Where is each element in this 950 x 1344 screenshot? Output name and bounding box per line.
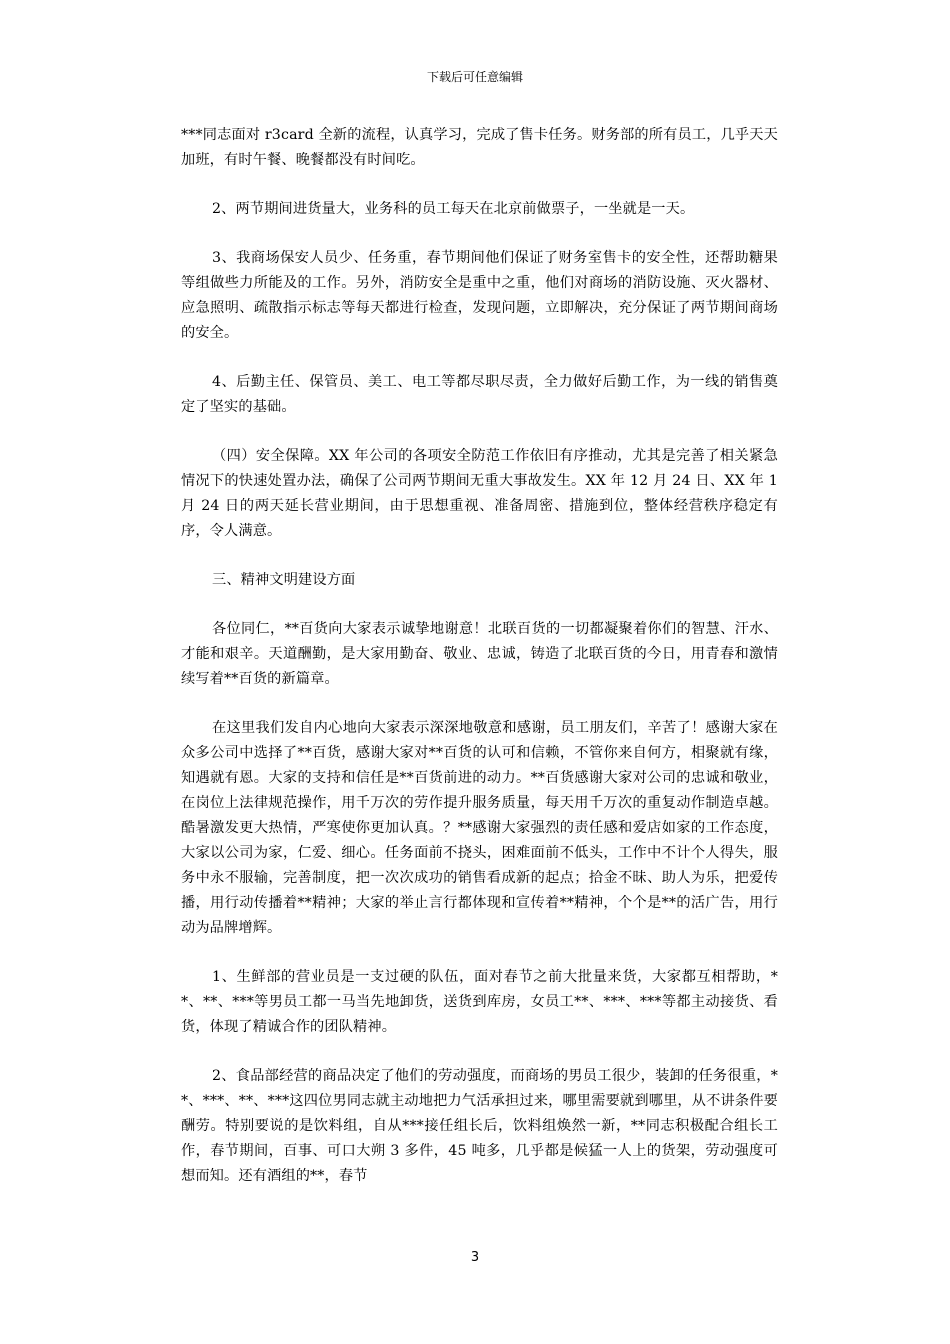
page-number: 3 xyxy=(470,1250,480,1265)
paragraph-logistics: 4、后勤主任、保管员、美工、电工等都尽职尽责，全力做好后勤工作，为一线的销售奠定了坚实的基础。 xyxy=(181,374,778,415)
paragraph-business-dept: 2、两节期间进货量大，业务科的员工每天在北京前做票子，一坐就是一天。 xyxy=(212,201,695,217)
paragraph-gratitude: 在这里我们发自内心地向大家表示深深地敬意和感谢，员工朋友们，辛苦了！感谢大家在众多公司中选择了**百货，感谢大家对**百货的认可和信赖，不管你来自何方，相聚就有缘，知遇就有恩。大家的支持和信任是**百货前进的动力。**百货感谢大家对公司的忠诚和敬业，在岗位上法律规范操作，用千万次的劳作提升服务质量，每天用千万次的重复动作制造卓越。酷暑激发更大热情，严寒使你更加认真。？**感谢大家强烈的责任感和爱店如家的工作态度，大家以公司为家，仁爱、细心。任务面前不挠头，困难面前不低头，工作中不计个人得失，服务中永不服输，完善制度，把一次次成功的销售看成新的起点；拾金不昧、助人为乐，把爱传播，用行动传播着**精神；大家的举止言行都体现和宣传着**精神，个个是**的活广告，用行动为品牌增辉。 xyxy=(181,720,778,936)
paragraph-food-dept: 2、食品部经营的商品决定了他们的劳动强度，而商场的男员工很少，装卸的任务很重，**、***、**、***这四位男同志就主动地把力气活承担过来，哪里需要就到哪里，从不讲条件要酬劳。特别要说的是饮料组，自从***接任组长后，饮料组焕然一新，**同志积极配合组长工作，春节期间，百事、可口大朔 3 多件，45 吨多，几乎都是候猛一人上的货架，劳动强度可想而知。还有酒组的**，春节 xyxy=(181,1068,778,1184)
document-body xyxy=(181,123,778,1213)
paragraph-safety-guarantee: （四）安全保障。XX 年公司的各项安全防范工作依旧有序推动，尤其是完善了相关紧急情况下的快速处置办法，确保了公司两节期间无重大事故发生。XX 年 12 月 24 日、XX 年 1 月 24 日的两天延长营业期间，由于思想重视、准备周密、措施到位，整体经营秩序稳定有序，令人满意。 xyxy=(181,448,778,539)
paragraph-security-staff: 3、我商场保安人员少、任务重，春节期间他们保证了财务室售卡的安全性，还帮助糖果等组做些力所能及的工作。另外，消防安全是重中之重，他们对商场的消防设施、灭火器材、应急照明、疏散指示标志等每天都进行检查，发现问题，立即解决，充分保证了两节期间商场的安全。 xyxy=(181,250,778,341)
paragraph-finance: ***同志面对 r3card 全新的流程，认真学习，完成了售卡任务。财务部的所有员工，几乎天天加班，有时午餐、晚餐都没有时间吃。 xyxy=(181,127,778,168)
section-heading-spiritual: 三、精神文明建设方面 xyxy=(212,572,356,588)
paragraph-thanks: 各位同仁，**百货向大家表示诚挚地谢意！北联百货的一切都凝聚着你们的智慧、汗水、才能和艰辛。天道酬勤，是大家用勤奋、敬业、忠诚，铸造了北联百货的今日，用青春和激情续写着**百货的新篇章。 xyxy=(181,621,778,687)
paragraph-fresh-food-dept: 1、生鲜部的营业员是一支过硬的队伍，面对春节之前大批量来货，大家都互相帮助，**、**、***等男员工都一马当先地卸货，送货到库房，女员工**、***、***等都主动接货、看货，体现了精诚合作的团队精神。 xyxy=(181,969,778,1035)
page-header: 下载后可任意编辑 xyxy=(426,70,523,84)
